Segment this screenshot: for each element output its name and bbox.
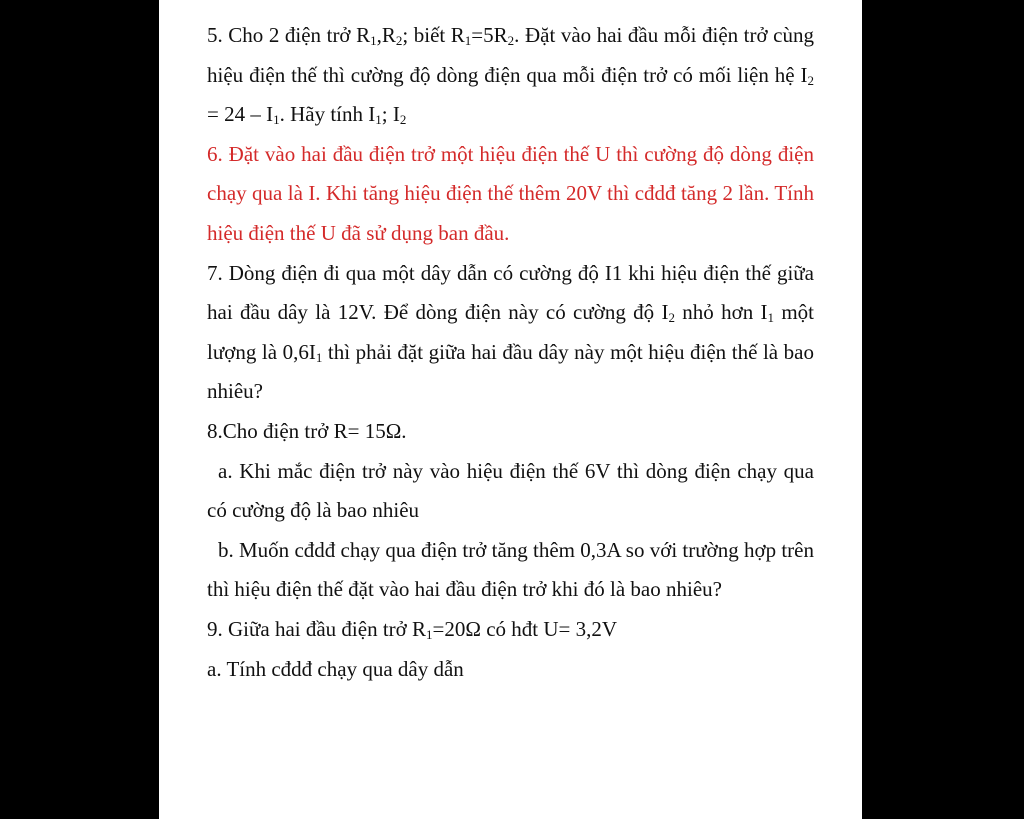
problem-8a: a. Khi mắc điện trở này vào hiệu điện thế 6V thì dòng điện chạy qua có cường độ là bao nhiêu [207,458,814,523]
problem-6: 6. Đặt vào hai đầu điện trở một hiệu điện thế U thì cường độ dòng điện chạy qua là I. Khi tăng hiệu điện thế thêm 20V thì cđdđ tăng 2 lần. Tính hiệu điện thế U đã sử dụng ban đầu. [207,141,814,245]
problem-8-title: 8.Cho điện trở R= 15Ω. [207,418,407,443]
problem-5: 5. Cho 2 điện trở $R_1,R_2$; biết $R_1=5R_2$. Đặt vào hai đầu mỗi điện trở cùng hiệu điện thế thì cường độ dòng điện qua mỗi điện trở có mối liện hệ $I_2 = 24 - I_1$. Hãy tính $I_1$; $I_2$ [207,23,814,128]
problem-9: 9. Giữa hai đầu điện trở $R_1=20\Omega$ có hđt U= 3,2V [207,616,618,642]
problem-9a: a. Tính cđdđ chạy qua dây dẫn [207,656,464,681]
problem-7: 7. Dòng điện đi qua một dây dẫn có cường độ I1 khi hiệu điện thế giữa hai đầu dây là 12V. Để dòng điện này có cường độ $I_2$ nhỏ hơn $I_1$ một lượng là $0,6I_1$ thì phải đặt giữa hai đầu dây này một hiệu điện thế là bao nhiêu? [207,260,814,404]
document-page [159,0,862,819]
problem-8b: b. Muốn cđdđ chạy qua điện trở tăng thêm 0,3A so với trường hợp trên thì hiệu điện thế đặt vào hai đầu điện trở khi đó là bao nhiêu? [207,537,814,602]
document-text [207,16,814,689]
